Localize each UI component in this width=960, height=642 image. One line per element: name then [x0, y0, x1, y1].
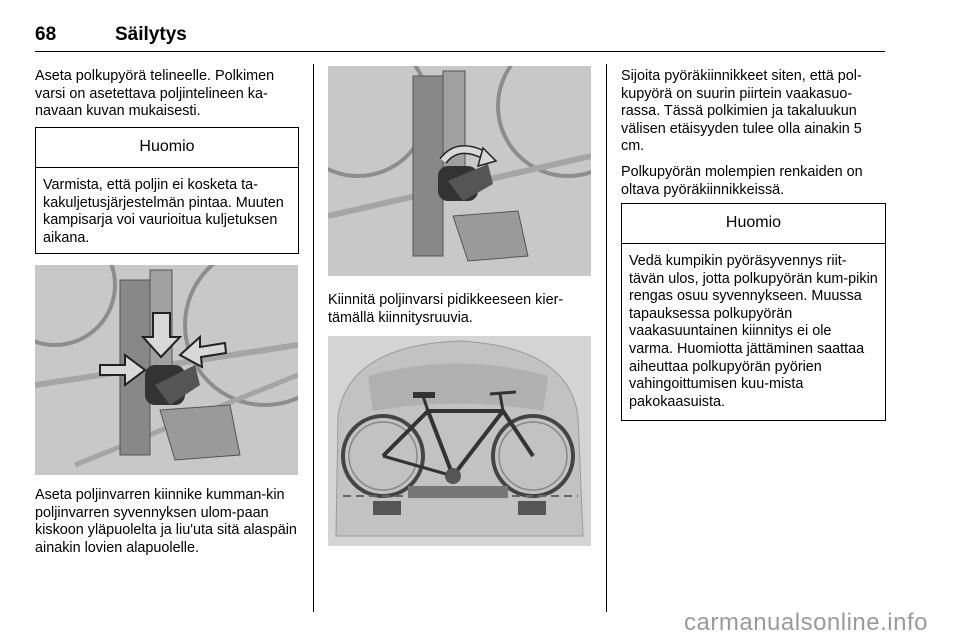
header-rule [35, 51, 885, 52]
section-title: Säilytys [115, 24, 187, 45]
illustration-pedal-clamp-screw [328, 66, 591, 276]
col1-caption [35, 487, 301, 557]
col3-note-title: Huomio [622, 204, 885, 244]
col2-caption-text: Kiinnitä poljinvarsi pidikkeeseen kier-tämällä kiinnitysruuvia. [328, 292, 564, 326]
col3-para2: Polkupyörän molempien renkaiden on oltava pyöräkiinnikkeissä. [621, 163, 863, 198]
col1-caption-text: Aseta poljinvarren kiinnike kumman-kin poljinvarren syvennyksen ulom-paan kiskoon yläpuolelta ja liu'uta sitä alaspäin ainakin lovien alapuolelle. [35, 487, 297, 556]
column-divider-1 [313, 64, 314, 612]
col1-note-box [35, 127, 299, 254]
page-number: 68 [35, 24, 57, 45]
page-header [35, 24, 885, 52]
col3-text [621, 68, 887, 199]
col1-note-body: Varmista, että poljin ei kosketa ta-kakuljetusjärjestelmän pintaa. Muuten kampisarja voi vaurioitua kuljetuksen aikana. [43, 177, 284, 246]
illustration-pedal-bracket-arrows [35, 265, 298, 475]
column-divider-2 [606, 64, 607, 612]
col3-para1: Sijoita pyöräkiinnikkeet siten, että pol-kupyörä on suurin piirtein vaakasuo-rassa. Tässä polkimien ja takaluukun välisen etäisyyden tulee olla ainakin 5 cm. [621, 68, 862, 155]
col3-note-box [621, 203, 886, 421]
col2-caption [328, 292, 594, 327]
col1-intro [35, 68, 301, 121]
col1-note-title: Huomio [36, 128, 298, 168]
col3-note-body: Vedä kumpikin pyöräsyvennys riit-tävän ulos, jotta polkupyörän kum-pikin rengas osuu syvennykseen. Muussa tapauksessa polkupyörän vaakasuuntainen kiinnitys ei ole varma. Huomiotta jättäminen saattaa aiheuttaa polkupyörän pyörien vahingoittumisen kuu-mista pakokaasuista. [629, 253, 878, 410]
watermark: carmanualsonline.info [684, 609, 928, 636]
illustration-bike-on-carrier [328, 336, 591, 546]
col1-intro-text: Aseta polkupyörä telineelle. Polkimen varsi on asetettava poljintelineen ka-navaan kuvan mukaisesti. [35, 68, 275, 120]
